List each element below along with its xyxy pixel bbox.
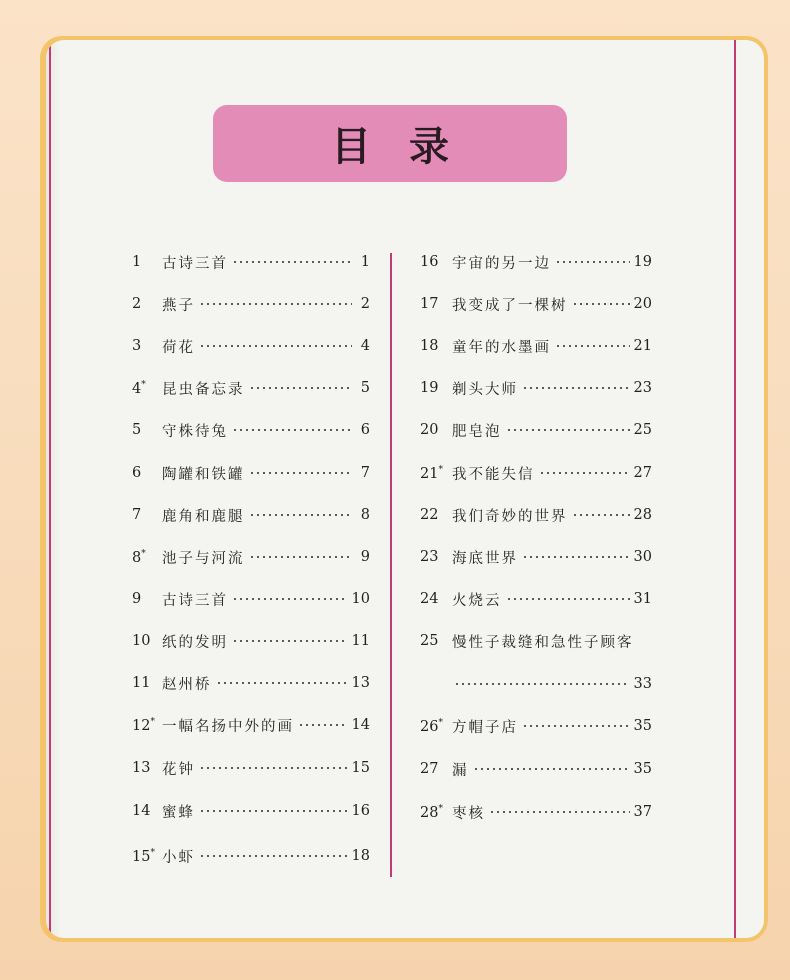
toc-entry [420,586,652,612]
toc-entry [132,375,370,401]
optional-lesson-star: * [141,379,146,390]
toc-entry-number: 25 [420,633,439,649]
toc-entry-number [132,507,162,523]
toc-entry [420,713,652,739]
dot-leader [572,514,630,516]
toc-entry-page: 9 [360,549,370,565]
toc-entry-page: 1 [360,254,370,270]
toc-entry [420,291,652,317]
page-title: 目录 [331,124,487,170]
toc-entry-number [132,338,162,354]
toc-entry [132,333,370,359]
toc-entry [132,712,370,738]
toc-entry-title: 蜜蜂 [162,804,195,821]
toc-entry-number [420,296,452,312]
toc-entry-number [420,254,452,270]
toc-entry-page: 11 [351,633,370,649]
dot-leader [199,810,348,812]
toc-number-text: 28 [420,804,439,821]
dot-leader [216,682,348,684]
toc-number-text: 11 [132,675,151,691]
dot-leader [249,472,353,474]
dot-leader [522,725,630,727]
toc-number-text: 3 [132,338,142,354]
toc-entry-title: 慢性子裁缝和急性子顾客 [452,634,634,651]
toc-entry-page: 7 [360,465,370,481]
column-divider [390,253,392,877]
toc-entry [420,799,652,825]
toc-entry [420,756,652,782]
toc-entry-page: 31 [633,591,652,607]
toc-entry-title: 宇宙的另一边 [452,255,551,272]
toc-entry [132,843,370,869]
toc-entry-continuation [454,671,652,697]
toc-entry-number [420,804,452,821]
toc-entry-page: 5 [360,380,370,396]
toc-entry [132,460,370,486]
toc-entry [420,417,652,443]
toc-entry-title: 火烧云 [452,592,502,609]
toc-number-text: 19 [420,380,439,396]
book-page [46,40,764,938]
dot-leader [506,429,630,431]
toc-entry-page: 35 [633,761,652,777]
toc-entry-title: 荷花 [162,339,195,356]
dot-leader [454,683,630,685]
toc-entry-number [132,254,162,270]
dot-leader [199,303,352,305]
toc-entry-page: 16 [351,803,370,819]
toc-entry [420,544,652,570]
toc-number-text: 7 [132,507,142,523]
toc-entry-page: 8 [360,507,370,523]
toc-number-text: 5 [132,422,142,438]
toc-entry-number [132,549,162,566]
toc-entry-title: 小虾 [162,849,195,866]
toc-number-text: 22 [420,507,439,523]
dot-leader [572,303,630,305]
dot-leader [489,811,630,813]
toc-number-text: 18 [420,338,439,354]
toc-number-text: 8 [132,549,142,566]
toc-entry-page: 37 [633,804,652,820]
toc-entry-number [420,718,452,735]
toc-entry-page: 18 [351,848,370,864]
dot-leader [506,598,630,600]
toc-number-text: 9 [132,591,142,607]
dot-leader [232,598,348,600]
toc-entry-page: 2 [360,296,370,312]
toc-entry [132,586,370,612]
dot-leader [232,640,348,642]
toc-entry-number [420,591,452,607]
toc-entry-number [420,338,452,354]
toc-number-text: 4 [132,380,142,397]
toc-entry-title: 赵州桥 [162,676,212,693]
toc-entry-number [132,591,162,607]
toc-entry-number [132,760,162,776]
toc-entry-title: 肥皂泡 [452,423,502,440]
toc-number-text: 20 [420,422,439,438]
toc-entry-number [420,422,452,438]
optional-lesson-star: * [438,803,443,814]
dot-leader [232,261,352,263]
toc-entry [132,755,370,781]
toc-entry-number [132,848,162,865]
toc-entry-page: 33 [633,676,652,692]
toc-number-text: 26 [420,718,439,735]
toc-entry-page: 19 [633,254,652,270]
toc-entry-title: 我们奇妙的世界 [452,508,568,525]
dot-leader [199,345,352,347]
dot-leader [232,429,352,431]
toc-entry-title: 一幅名扬中外的画 [162,718,294,735]
title-banner [213,105,567,182]
left-margin-line [49,46,51,932]
toc-number-text: 12 [132,717,151,734]
toc-number-text: 17 [420,296,439,312]
toc-entry [420,333,652,359]
dot-leader [249,514,353,516]
toc-entry-title: 花钟 [162,761,195,778]
toc-entry-number [132,296,162,312]
toc-entry-title: 鹿角和鹿腿 [162,508,245,525]
optional-lesson-star: * [150,716,155,727]
toc-number-text: 27 [420,761,439,777]
toc-entry-page: 20 [633,296,652,312]
toc-entry-title: 古诗三首 [162,255,228,272]
toc-entry-title: 我变成了一棵树 [452,297,568,314]
right-margin-line [734,40,736,938]
toc-number-text: 24 [420,591,439,607]
toc-entry [132,417,370,443]
dot-leader [473,768,630,770]
toc-entry-page: 23 [633,380,652,396]
toc-entry-page: 35 [633,718,652,734]
toc-entry-title: 古诗三首 [162,592,228,609]
toc-entry-title: 童年的水墨画 [452,339,551,356]
toc-entry-page: 13 [351,675,370,691]
toc-entry-page: 4 [360,338,370,354]
toc-entry-number [132,422,162,438]
toc-entry-page: 14 [351,717,370,733]
toc-entry-title: 我不能失信 [452,466,535,483]
toc-entry-title: 陶罐和铁罐 [162,466,245,483]
toc-entry-number [420,761,452,777]
toc-entry [132,249,370,275]
toc-entry-number [132,633,162,649]
toc-entry-page: 15 [351,760,370,776]
dot-leader [249,387,353,389]
toc-entry-number [132,380,162,397]
toc-entry [420,249,652,275]
toc-entry-title: 剃头大师 [452,381,518,398]
toc-entry [132,502,370,528]
dot-leader [522,387,630,389]
toc-entry-page: 27 [633,465,652,481]
toc-entry-number [420,465,452,482]
toc-number-text: 14 [132,803,151,819]
toc-entry-title: 方帽子店 [452,719,518,736]
toc-entry-page: 10 [351,591,370,607]
dot-leader [249,556,353,558]
toc-entry-number [420,549,452,565]
toc-number-text: 23 [420,549,439,565]
toc-entry-title: 海底世界 [452,550,518,567]
toc-entry [132,628,370,654]
dot-leader [555,261,630,263]
toc-entry [420,628,652,654]
toc-entry-title: 纸的发明 [162,634,228,651]
toc-entry [420,460,652,486]
toc-entry [132,291,370,317]
dot-leader [199,767,348,769]
toc-number-text: 6 [132,465,142,481]
toc-entry-number [132,717,162,734]
toc-entry [420,375,652,401]
toc-entry-number [420,507,452,523]
optional-lesson-star: * [150,847,155,858]
toc-number-text: 10 [132,633,151,649]
toc-number-text: 15 [132,848,151,865]
dot-leader [539,472,630,474]
dot-leader [199,855,348,857]
toc-entry-title: 池子与河流 [162,550,245,567]
toc-entry-page: 21 [633,338,652,354]
toc-entry-page: 25 [633,422,652,438]
toc-entry-title: 燕子 [162,297,195,314]
toc-entry-title: 漏 [452,762,469,779]
toc-entry [132,798,370,824]
toc-entry-page: 30 [633,549,652,565]
dot-leader [522,556,630,558]
optional-lesson-star: * [141,548,146,559]
toc-entry [132,670,370,696]
dot-leader [298,724,348,726]
toc-entry-number [132,803,162,819]
toc-entry-page: 6 [360,422,370,438]
optional-lesson-star: * [438,464,443,475]
toc-number-text: 1 [132,254,142,270]
toc-entry [132,544,370,570]
toc-number-text: 21 [420,465,439,482]
toc-number-text: 16 [420,254,439,270]
optional-lesson-star: * [438,717,443,728]
toc-entry-number [420,380,452,396]
toc-entry [420,502,652,528]
toc-entry-page: 28 [633,507,652,523]
dot-leader [555,345,630,347]
toc-entry-title: 昆虫备忘录 [162,381,245,398]
toc-number-text: 2 [132,296,142,312]
toc-number-text: 13 [132,760,151,776]
toc-entry-title: 守株待兔 [162,423,228,440]
toc-entry-number [132,675,162,691]
toc-entry-number [132,465,162,481]
toc-entry-title: 枣核 [452,805,485,822]
